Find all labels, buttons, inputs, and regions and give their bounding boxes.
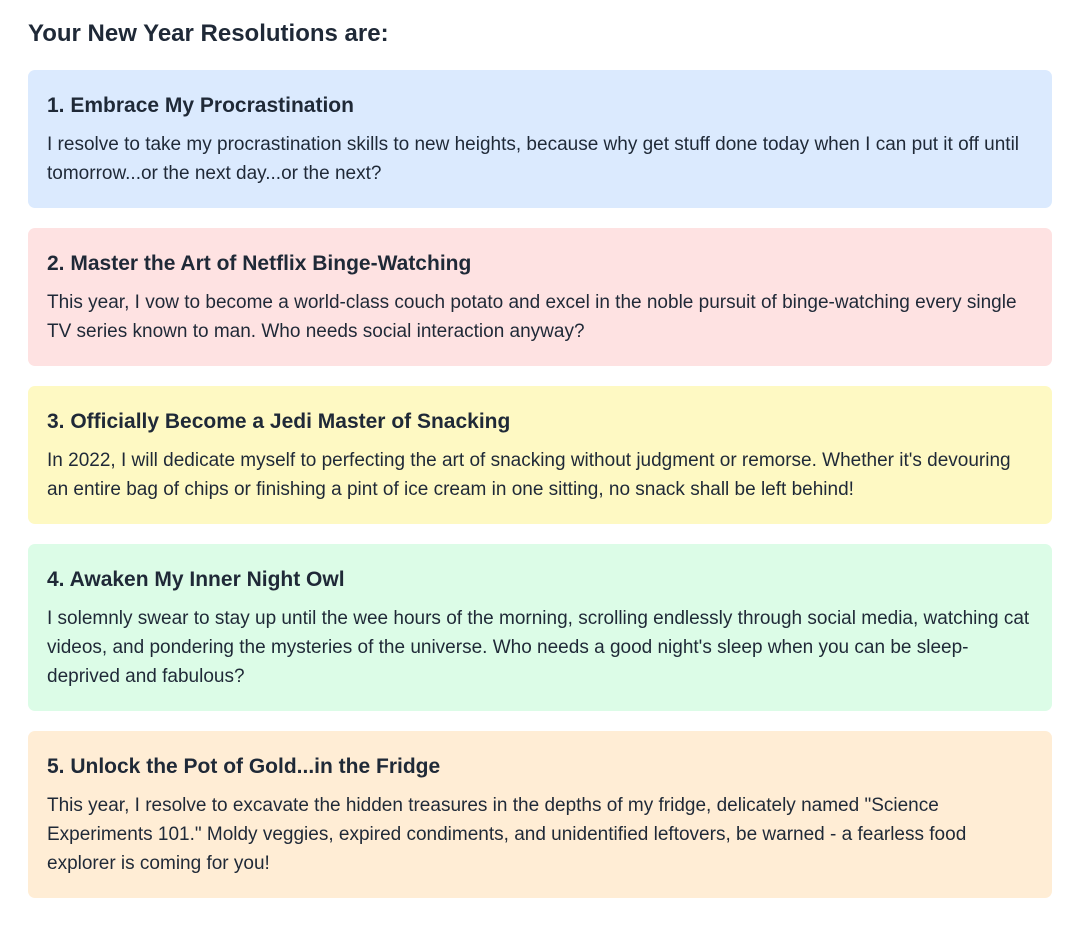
- resolution-description: In 2022, I will dedicate myself to perfecting the art of snacking without judgment or remorse. Whether it's devouring an entire bag of chips or finishing a pint of ice cream in one sitting, no snack shall be left behind!: [47, 450, 1011, 500]
- resolution-title: 1. Embrace My Procrastination: [47, 94, 354, 117]
- resolution-description: This year, I resolve to excavate the hidden treasures in the depths of my fridge, delicately named "Science Experiments 101." Moldy veggies, expired condiments, and unidentified leftovers, be warned - a fearless food explorer is coming for you!: [47, 795, 967, 874]
- resolution-title: 5. Unlock the Pot of Gold...in the Fridge: [47, 755, 441, 778]
- resolution-card-5: [28, 731, 1052, 898]
- resolution-description: I solemnly swear to stay up until the wee hours of the morning, scrolling endlessly through social media, watching cat videos, and pondering the mysteries of the universe. Who needs a good night's sleep when you can be sleep-deprived and fabulous?: [47, 608, 1030, 687]
- page-title: Your New Year Resolutions are:: [28, 20, 389, 47]
- resolution-list: [28, 70, 1052, 898]
- resolution-card-2: [28, 228, 1052, 366]
- resolution-title: 3. Officially Become a Jedi Master of Snacking: [47, 410, 511, 433]
- resolution-card-1: [28, 70, 1052, 208]
- resolution-title: 2. Master the Art of Netflix Binge-Watching: [47, 252, 472, 275]
- resolution-title: 4. Awaken My Inner Night Owl: [47, 568, 345, 591]
- resolution-card-3: [28, 386, 1052, 524]
- resolution-description: This year, I vow to become a world-class couch potato and excel in the noble pursuit of binge-watching every single TV series known to man. Who needs social interaction anyway?: [47, 292, 1017, 342]
- resolution-card-4: [28, 544, 1052, 711]
- resolution-description: I resolve to take my procrastination skills to new heights, because why get stuff done today when I can put it off until tomorrow...or the next day...or the next?: [47, 134, 1020, 184]
